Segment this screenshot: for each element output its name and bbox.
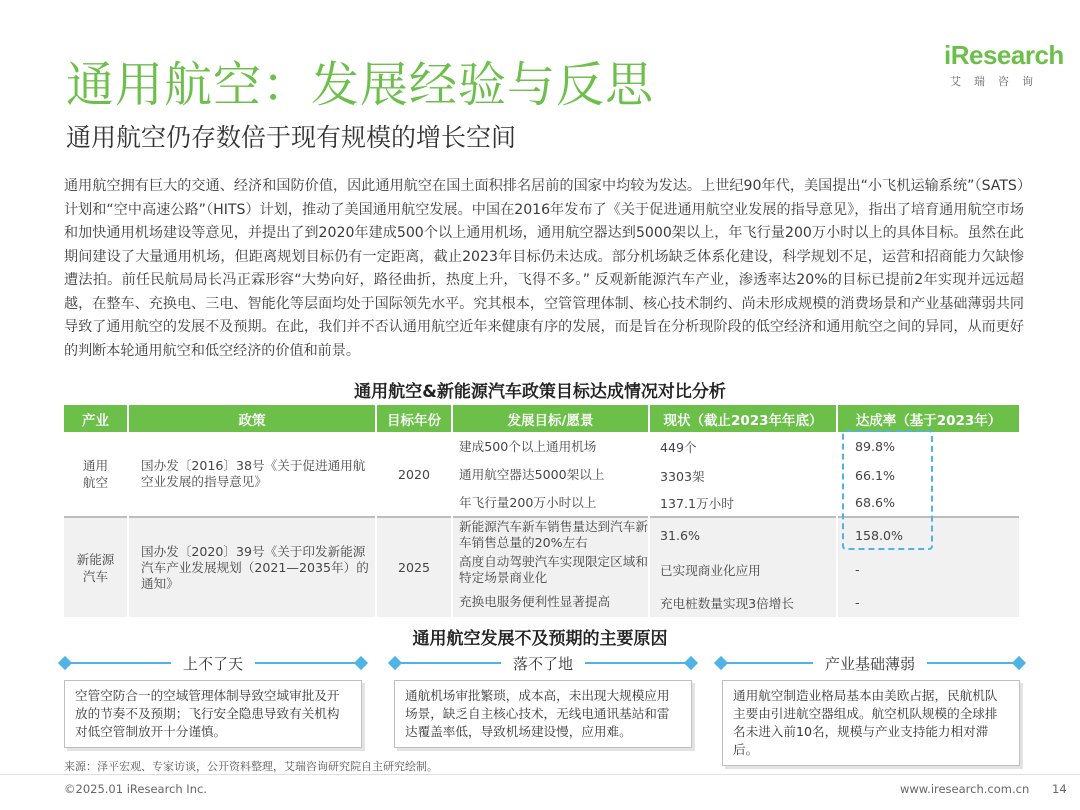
- reason-box-2: 通航机场审批繁琐，成本高，未出现大规模应用场景，缺乏自主核心技术，无线电通讯基站和雷达覆盖率低，导致机场建设慢，应用难。: [394, 680, 692, 748]
- policy-cell: 国办发〔2020〕39号《关于印发新能源汽车产业发展规划（2021—2035年）的通知》: [128, 517, 376, 617]
- logo-chinese: 艾瑞咨询: [950, 75, 1046, 88]
- rate-cell: 68.6%: [837, 489, 1019, 517]
- status-cell: 449个: [649, 432, 837, 461]
- reason-label: 落不了地: [390, 653, 696, 674]
- goal-cell: 通用航空器达5000架以上: [452, 461, 649, 489]
- reason-header-2: [390, 653, 696, 673]
- source-note: 来源：泽平宏观、专家访谈，公开资料整理，艾瑞咨询研究院自主研究绘制。: [64, 760, 438, 773]
- reasons-title: 通用航空发展不及预期的主要原因: [412, 629, 668, 649]
- website-link[interactable]: www.iresearch.com.cn: [900, 782, 1030, 796]
- page-subtitle: 通用航空仍存数倍于现有规模的增长空间: [66, 123, 517, 152]
- status-cell: 已实现商业化应用: [649, 552, 837, 587]
- rate-cell: -: [837, 587, 1019, 617]
- industry-cell: 新能源 汽车: [64, 517, 128, 617]
- header-status: 现状（截止2023年年底）: [649, 405, 837, 432]
- status-cell: 3303架: [649, 461, 837, 489]
- reason-box-1: 空管空防合一的空域管理体制导致空域审批及开放的节奏不及预期；飞行安全隐患导致有关机构对低空管制放开十分谨慎。: [64, 680, 362, 748]
- rate-cell: 158.0%: [837, 517, 1019, 552]
- goal-cell: 建成500个以上通用机场: [452, 432, 649, 461]
- goal-cell: 年飞行量200万小时以上: [452, 489, 649, 517]
- table-header-row: [64, 405, 1019, 432]
- year-cell: 2025: [376, 517, 452, 617]
- footer-divider: [0, 774, 1080, 775]
- header-goal: 发展目标/愿景: [452, 405, 649, 432]
- logo-wordmark: iResearch: [944, 40, 1064, 70]
- policy-cell: 国办发〔2016〕38号《关于促进通用航空业发展的指导意见》: [128, 432, 376, 517]
- industry-cell: 通用 航空: [64, 432, 128, 517]
- goal-cell: 充换电服务便利性显著提高: [452, 587, 649, 617]
- copyright: ©2025.01 iResearch Inc.: [64, 782, 207, 796]
- header-policy: 政策: [128, 405, 376, 432]
- year-cell: 2020: [376, 432, 452, 517]
- reason-label: 产业基础薄弱: [716, 653, 1024, 674]
- reason-header-1: [60, 653, 366, 673]
- reason-label: 上不了天: [60, 653, 366, 674]
- policy-comparison-table: [64, 405, 1019, 617]
- reason-header-3: [716, 653, 1024, 673]
- table-title: 通用航空&新能源汽车政策目标达成情况对比分析: [354, 382, 726, 402]
- page-number: 14: [1052, 782, 1067, 796]
- iresearch-logo: [944, 40, 1064, 96]
- page-title: 通用航空：发展经验与反思: [66, 57, 655, 113]
- status-cell: 31.6%: [649, 517, 837, 552]
- status-cell: 充电桩数量实现3倍增长: [649, 587, 837, 617]
- rate-cell: -: [837, 552, 1019, 587]
- table-row: [64, 517, 1019, 552]
- header-industry: 产业: [64, 405, 128, 432]
- status-cell: 137.1万小时: [649, 489, 837, 517]
- reason-box-3: 通用航空制造业格局基本由美欧占据，民航机队主要由引进航空器组成。航空机队规模的全球排名未进入前10名，规模与产业支持能力相对滞后。: [722, 680, 1020, 766]
- goal-cell: 新能源汽车新车销售量达到汽车新车销售总量的20%左右: [452, 517, 649, 552]
- rate-cell: 66.1%: [837, 461, 1019, 489]
- intro-paragraph: 通用航空拥有巨大的交通、经济和国防价值，因此通用航空在国土面积排名居前的国家中均较为发达。上世纪90年代，美国提出“小飞机运输系统”（SATS）计划和“空中高速公路”（HITS）计划，推动了美国通用航空发展。中国在2016年发布了《关于促进通用航空业发展的指导意见》，指出了培育通用航空市场和加快通用机场建设等意见，并提出了到2020年建成500个以上通用机场，通用航空器达到5000架以上，年飞行量200万小时以上的具体目标。虽然在此期间建设了大量通用机场，但距离规划目标仍有一定距离，截止2023年目标仍未达成。部分机场缺乏体系化建设，科学规划不足，运营和招商能力欠缺惨遭法拍。前任民航局局长冯正霖形容“大势向好，路径曲折，热度上升，飞得不多。” 反观新能源汽车产业，渗透率达20%的目标已提前2年实现并远远超越，在整车、充换电、三电、智能化等层面均处于国际领先水平。究其根本，空管管理体制、核心技术制约、尚未形成规模的消费场景和产业基础薄弱共同导致了通用航空的发展不及预期。在此，我们并不否认通用航空近年来健康有序的发展，而是旨在分析现阶段的低空经济和通用航空之间的异同，从而更好的判断本轮通用航空和低空经济的价值和前景。: [64, 178, 1024, 359]
- header-rate: 达成率（基于2023年）: [837, 405, 1019, 432]
- header-year: 目标年份: [376, 405, 452, 432]
- rate-cell: 89.8%: [837, 432, 1019, 461]
- table-row: [64, 432, 1019, 461]
- goal-cell: 高度自动驾驶汽车实现限定区域和特定场景商业化: [452, 552, 649, 587]
